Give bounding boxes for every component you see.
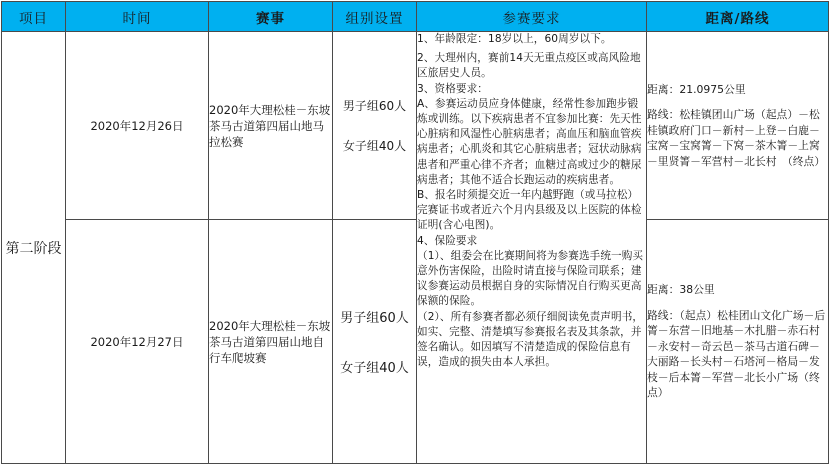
requirement-certificate: B、报名时须提交近一年内越野跑（或马拉松）完赛证书或者近六个月内县级及以上医院的体检证明(含心电图)。 [417, 189, 642, 232]
group-women: 女子组40人 [340, 361, 409, 376]
requirement-insurance-2: （2）、所有参赛者都必须仔细阅读免责声明书，如实、完整、清楚填写参赛报名表及其条款，并签名确认。如因填写不清楚造成的保险信息有误，造成的损失由本人承担。 [417, 310, 644, 369]
header-groups: 组别设置 [333, 2, 417, 32]
requirement-qualification-title: 3、资格要求： [417, 82, 489, 95]
requirement-insurance-title: 4、保险要求 [417, 234, 478, 247]
race-schedule-table [1, 1, 829, 464]
event-cell: 2020年大理松桂－东坡茶马古道第四届山地马拉松赛 [209, 32, 333, 220]
event-cell: 2020年大理松桂－东坡茶马古道第四届山地自行车爬坡赛 [209, 220, 333, 464]
group-men: 男子组60人 [342, 99, 407, 113]
header-row [2, 2, 829, 32]
group-men: 男子组60人 [340, 311, 409, 326]
requirement-age: 1、年龄限定：18岁以上，60周岁以下。 [417, 33, 612, 45]
table-row [2, 220, 829, 464]
header-requirements: 参赛要求 [417, 2, 647, 32]
date-cell: 2020年12月27日 [66, 220, 209, 464]
table-row [2, 32, 829, 220]
header-project: 项目 [2, 2, 66, 32]
requirement-health: A、参赛运动员应身体健康，经常性参加跑步锻炼或训练。以下疾病患者不宜参加比赛：先天性心脏病和风湿性心脏病患者；高血压和脑血管疾病患者；心肌炎和其它心脏病患者；冠状动脉病患者和严重心律不齐者；血糖过高或过少的糖尿病患者；其他不适合长跑运动的疾病患者。 [417, 97, 642, 186]
stage-cell: 第二阶段 [2, 32, 66, 464]
header-time: 时间 [66, 2, 209, 32]
route-text: 路线：（起点）松桂团山文化广场－后箐－东营－旧地基－木扎腊－赤石村－永安村－奇云邑－茶马古道石碑－大丽路－长头村－石塔河－格局－发枝－后本箐－军营－北长小广场（终点） [647, 308, 826, 400]
groups-cell [333, 220, 417, 464]
distance-route-cell [647, 220, 829, 464]
distance-route-cell [647, 32, 829, 220]
requirement-epidemic: 2、大理州内，赛前14天无重点疫区或高风险地区旅居史人员。 [417, 52, 641, 80]
date-cell: 2020年12月26日 [66, 32, 209, 220]
groups-cell [333, 32, 417, 220]
route-text: 路线：松桂镇团山广场（起点）－松桂镇政府门口－新村－上登－白鹿－宝窝－宝窝箐－下窝－茶木箐－上窝－里贤箐－军营村－北长村 （终点） [647, 108, 826, 168]
requirements-cell [417, 32, 647, 464]
distance-text: 距离：21.0975公里 [647, 82, 746, 96]
requirement-insurance-1: （1）、组委会在比赛期间将为参赛选手统一购买意外伤害保险，出险时请直接与保险司联系；建议参赛运动员根据自身的实际情况自行购买更高保额的保险。 [417, 249, 644, 308]
header-event: 赛事 [209, 2, 333, 32]
header-distance-route: 距离/路线 [647, 2, 829, 32]
group-women: 女子组40人 [342, 139, 407, 153]
distance-text: 距离：38公里 [647, 282, 715, 296]
